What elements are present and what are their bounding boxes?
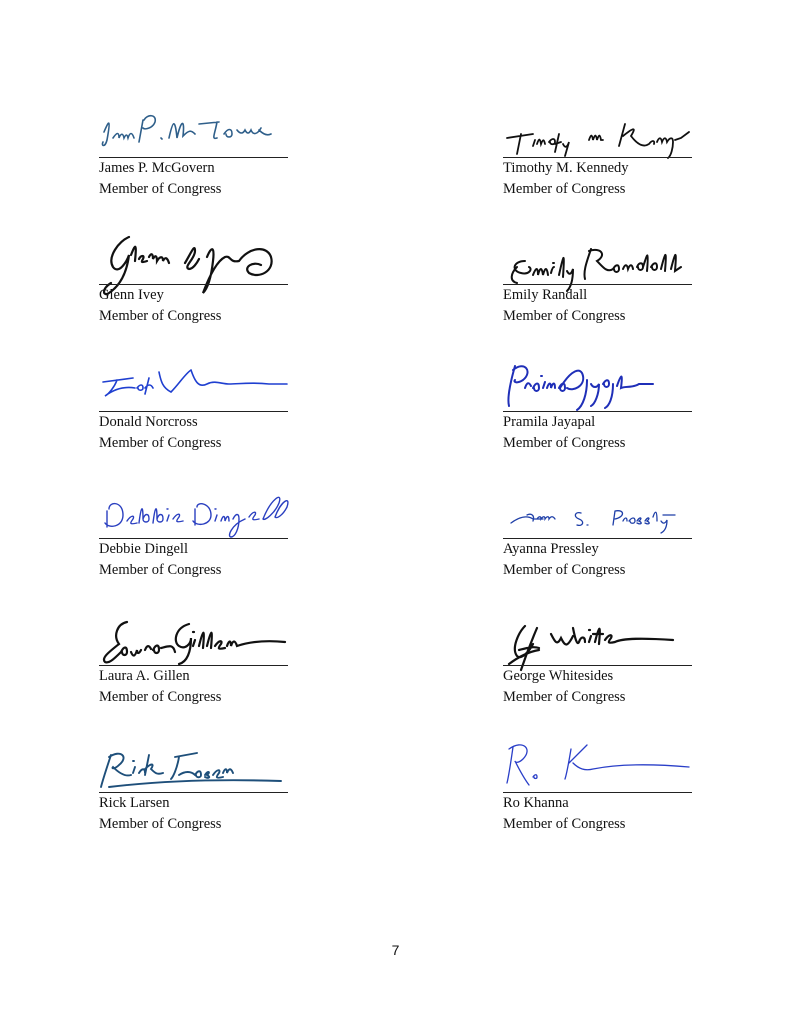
signer-name: Debbie Dingell bbox=[99, 541, 188, 557]
signer-name: Laura A. Gillen bbox=[99, 668, 190, 684]
signature-line bbox=[503, 665, 692, 666]
signature-image bbox=[99, 354, 289, 414]
signer-title: Member of Congress bbox=[503, 435, 626, 451]
signer-title: Member of Congress bbox=[503, 181, 626, 197]
signature-line bbox=[99, 157, 288, 158]
signer-title: Member of Congress bbox=[99, 181, 222, 197]
signer-title: Member of Congress bbox=[503, 562, 626, 578]
signer-name: Pramila Jayapal bbox=[503, 414, 596, 430]
signature-line bbox=[99, 665, 288, 666]
signer-name: Timothy M. Kennedy bbox=[503, 160, 629, 176]
signature-image bbox=[503, 735, 693, 795]
signer-title: Member of Congress bbox=[503, 689, 626, 705]
signer-title: Member of Congress bbox=[99, 562, 222, 578]
signature-image bbox=[503, 227, 693, 287]
signer-title: Member of Congress bbox=[503, 308, 626, 324]
signer-name: George Whitesides bbox=[503, 668, 614, 684]
signature-line bbox=[503, 538, 692, 539]
signer-title: Member of Congress bbox=[503, 816, 626, 832]
signer-name: Donald Norcross bbox=[99, 414, 198, 430]
signature-line bbox=[503, 284, 692, 285]
signature-image bbox=[503, 354, 693, 414]
signature-image bbox=[99, 100, 289, 160]
signer-title: Member of Congress bbox=[99, 816, 222, 832]
signer-name: James P. McGovern bbox=[99, 160, 215, 176]
signature-line bbox=[99, 538, 288, 539]
signer-name: Ro Khanna bbox=[503, 795, 569, 811]
signature-line bbox=[99, 792, 288, 793]
signature-line bbox=[503, 411, 692, 412]
signer-title: Member of Congress bbox=[99, 689, 222, 705]
signer-title: Member of Congress bbox=[99, 308, 222, 324]
signature-image bbox=[503, 608, 693, 668]
signer-name: Glenn Ivey bbox=[99, 287, 164, 303]
signature-line bbox=[99, 284, 288, 285]
signature-line bbox=[503, 157, 692, 158]
signature-image bbox=[99, 481, 289, 541]
signer-name: Ayanna Pressley bbox=[503, 541, 599, 557]
signature-image bbox=[99, 608, 289, 668]
signer-title: Member of Congress bbox=[99, 435, 222, 451]
signer-name: Emily Randall bbox=[503, 287, 588, 303]
signer-name: Rick Larsen bbox=[99, 795, 170, 811]
signature-line bbox=[99, 411, 288, 412]
signature-image bbox=[503, 481, 693, 541]
signature-image bbox=[503, 100, 693, 160]
signature-image bbox=[99, 227, 289, 287]
page-number: 7 bbox=[391, 942, 400, 958]
signature-line bbox=[503, 792, 692, 793]
signature-image bbox=[99, 735, 289, 795]
